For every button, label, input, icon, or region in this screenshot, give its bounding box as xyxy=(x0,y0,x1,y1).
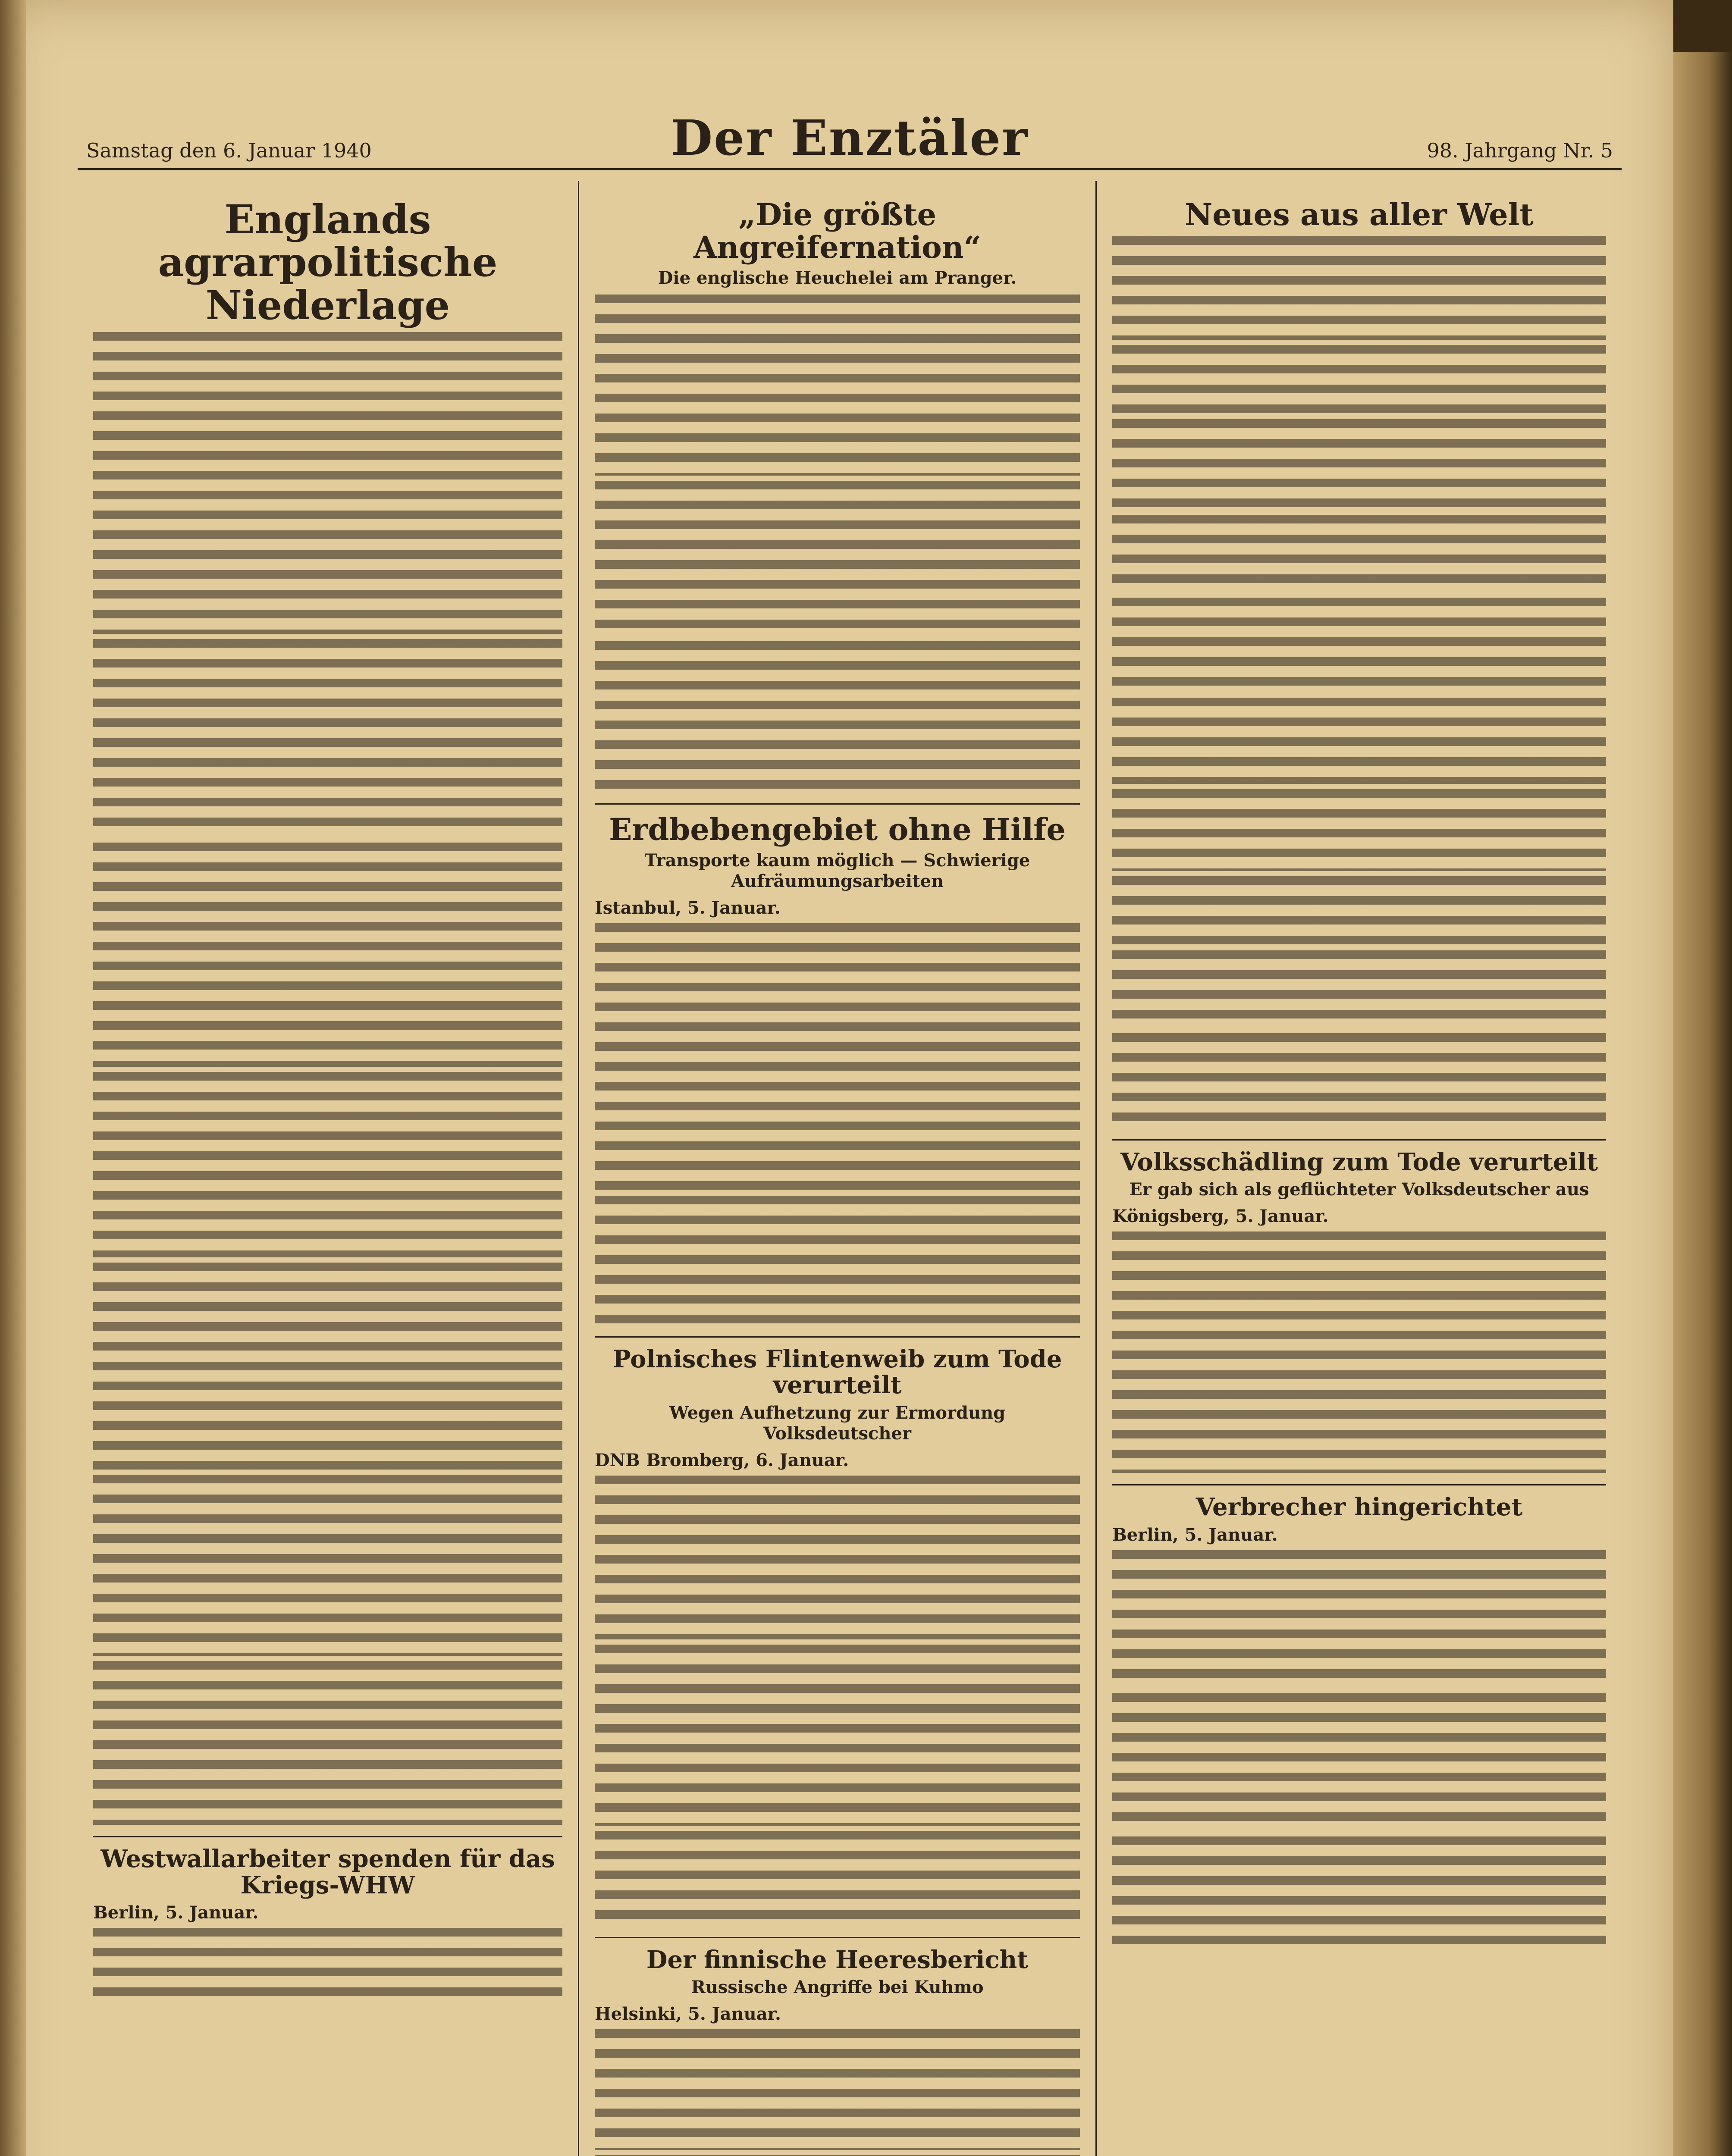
body-text-placeholder xyxy=(595,2029,1080,2150)
body-text-placeholder xyxy=(595,295,1080,476)
article-divider xyxy=(595,1336,1080,1338)
article-dateline: Königsberg, 5. Januar. xyxy=(1112,1206,1329,1227)
article-divider xyxy=(1112,1139,1606,1141)
body-text-placeholder xyxy=(1112,598,1606,693)
body-text-placeholder xyxy=(595,923,1080,1191)
article-divider xyxy=(595,1937,1080,1938)
body-text-placeholder xyxy=(1112,1836,1606,1949)
issue-date: Samstag den 6. Januar 1940 xyxy=(86,139,372,162)
article-headline: Englands agrarpolitische Niederlage xyxy=(158,196,498,329)
body-text-placeholder xyxy=(1112,1232,1606,1473)
column-3 xyxy=(1095,181,1622,2156)
body-text-placeholder xyxy=(595,1476,1080,1639)
article-subhead: Die englische Heuchelei am Pranger. xyxy=(658,268,1017,288)
page-edge xyxy=(1673,52,1732,2156)
body-text-placeholder xyxy=(93,639,562,837)
article-subhead: Russische Angriffe bei Kuhmo xyxy=(691,1977,984,1998)
article-subhead: Er gab sich als geflüchteter Volksdeutscher aus xyxy=(1129,1179,1589,1200)
article-headline: Der finnische Heeresbericht xyxy=(646,1945,1029,1974)
body-text-placeholder xyxy=(1112,950,1606,1028)
body-text-placeholder xyxy=(595,1831,1080,1926)
article-headline: Neues aus aller Welt xyxy=(1185,197,1534,232)
article-dateline: Berlin, 5. Januar. xyxy=(1112,1524,1278,1545)
body-text-placeholder xyxy=(1112,1693,1606,1831)
body-text-placeholder xyxy=(1112,236,1606,340)
article-subhead: Transporte kaum möglich — Schwierige Aufräumungsarbeiten xyxy=(644,850,1030,891)
body-text-placeholder xyxy=(1112,1550,1606,1688)
body-text-placeholder xyxy=(595,1196,1080,1325)
body-text-placeholder xyxy=(1112,876,1606,945)
article-divider xyxy=(595,803,1080,805)
body-text-placeholder xyxy=(1112,345,1606,414)
newspaper-title: Der Enztäler xyxy=(671,110,1029,166)
body-text-placeholder xyxy=(1112,515,1606,592)
body-text-placeholder xyxy=(93,1072,562,1257)
body-text-placeholder xyxy=(93,1661,562,1825)
article-headline: Westwallarbeiter spenden für das Kriegs-WHW xyxy=(100,1845,555,1899)
article-headline: Volksschädling zum Tode verurteilt xyxy=(1120,1147,1598,1176)
body-text-placeholder xyxy=(595,1645,1080,1826)
body-text-placeholder xyxy=(1112,419,1606,510)
body-text-placeholder xyxy=(93,332,562,634)
body-text-placeholder xyxy=(93,843,562,1067)
page-binding xyxy=(0,0,26,2156)
body-text-placeholder xyxy=(595,641,1080,792)
article-headline: Verbrecher hingerichtet xyxy=(1195,1493,1523,1522)
article-subhead: Wegen Aufhetzung zur Ermordung Volksdeutscher xyxy=(669,1402,1006,1444)
article-dateline: Helsinki, 5. Januar. xyxy=(595,2004,781,2024)
article-headline: „Die größte Angreifernation“ xyxy=(693,197,981,265)
column-2 xyxy=(578,181,1095,2156)
body-text-placeholder xyxy=(1112,698,1606,784)
body-text-placeholder xyxy=(93,1928,562,1997)
article-dateline: DNB Bromberg, 6. Januar. xyxy=(595,1450,849,1470)
article-dateline: Berlin, 5. Januar. xyxy=(93,1902,259,1923)
body-text-placeholder xyxy=(1112,1033,1606,1128)
body-text-placeholder xyxy=(93,1263,562,1470)
masthead xyxy=(78,103,1622,170)
article-divider xyxy=(93,1836,562,1837)
column-1 xyxy=(78,181,578,2156)
article-headline: Erdbebengebiet ohne Hilfe xyxy=(609,812,1066,848)
volume-number: 98. Jahrgang Nr. 5 xyxy=(1427,139,1613,162)
article-divider xyxy=(1112,1484,1606,1485)
body-text-placeholder xyxy=(93,1475,562,1656)
body-text-placeholder xyxy=(595,481,1080,636)
body-text-placeholder xyxy=(1112,789,1606,871)
article-headline: Polnisches Flintenweib zum Tode verurteilt xyxy=(612,1344,1062,1400)
article-dateline: Istanbul, 5. Januar. xyxy=(595,897,781,918)
